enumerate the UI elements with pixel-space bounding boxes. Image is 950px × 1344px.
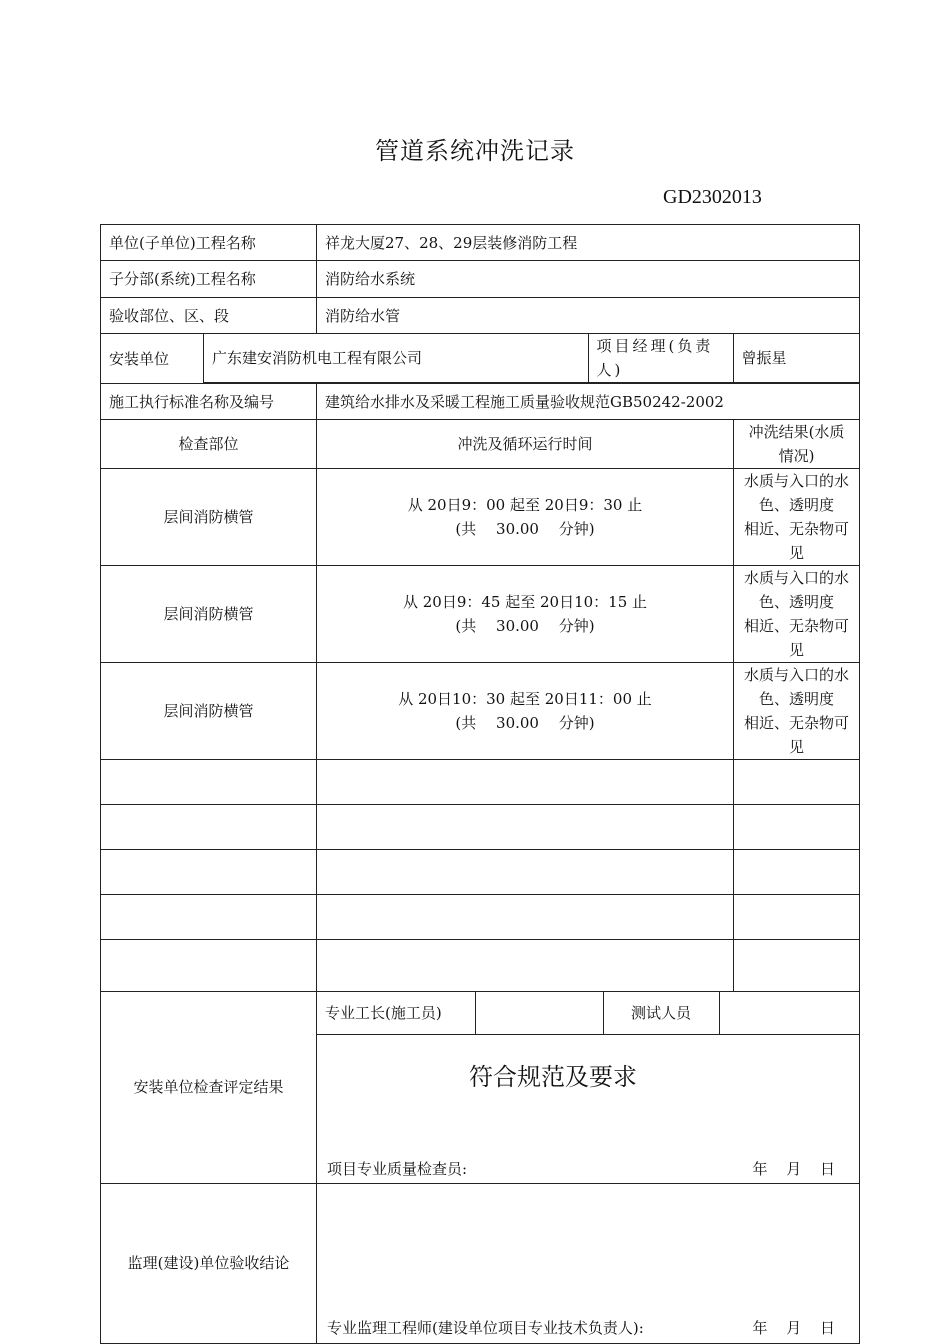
inspection-subtable [317, 992, 859, 1183]
empty-cell [734, 760, 860, 805]
empty-cell [101, 895, 317, 940]
tester-label: 测试人员 [603, 992, 719, 1034]
area-row [101, 298, 860, 334]
row-time-range: 从 20日9：45 起至 20日10：15 止 [402, 593, 648, 611]
empty-cell [101, 760, 317, 805]
supervision-date: 年 月 日 [752, 1318, 836, 1337]
row-time [317, 663, 734, 760]
row-result [734, 469, 860, 566]
row-time [317, 566, 734, 663]
inspection-conclusion-cell [317, 1034, 859, 1183]
installer-subtable [204, 334, 859, 383]
row-location: 层间消防横管 [101, 663, 317, 760]
installer-value: 广东建安消防机电工程有限公司 [204, 334, 588, 383]
empty-cell [734, 850, 860, 895]
empty-row [101, 805, 860, 850]
row-result-line2: 相近、无杂物可见 [744, 617, 850, 659]
table-row [101, 663, 860, 760]
row-time-range: 从 20日9：00 起至 20日9：30 止 [407, 496, 643, 514]
empty-row [101, 940, 860, 992]
empty-row [101, 895, 860, 940]
empty-cell [734, 940, 860, 992]
inspection-detail [317, 992, 860, 1184]
row-time-total: (共 30.00 分钟) [455, 617, 595, 635]
document-number: GD2302013 [663, 186, 762, 208]
empty-cell [317, 760, 734, 805]
empty-cell [101, 850, 317, 895]
page-title: 管道系统冲洗记录 [375, 137, 575, 165]
empty-cell [734, 895, 860, 940]
standard-value: 建筑给水排水及采暖工程施工质量验收规范GB50242-2002 [317, 384, 860, 420]
row-result [734, 566, 860, 663]
empty-cell [101, 805, 317, 850]
installer-detail [204, 334, 860, 384]
empty-row [101, 760, 860, 805]
project-value: 祥龙大厦27、28、29层装修消防工程 [317, 225, 860, 261]
inspection-conclusion: 符合规范及要求 [469, 1062, 637, 1091]
row-location: 层间消防横管 [101, 469, 317, 566]
empty-cell [101, 940, 317, 992]
empty-cell [317, 940, 734, 992]
standard-label: 施工执行标准名称及编号 [101, 384, 317, 420]
inspection-label: 安装单位检查评定结果 [101, 992, 317, 1184]
empty-cell [317, 850, 734, 895]
subsystem-value: 消防给水系统 [317, 261, 860, 298]
inspection-date: 年 月 日 [752, 1159, 836, 1178]
column-header-time: 冲洗及循环运行时间 [317, 420, 734, 469]
column-header-result: 冲洗结果(水质情况) [734, 420, 860, 469]
column-header-row [101, 420, 860, 469]
row-time-range: 从 20日10：30 起至 20日11：00 止 [398, 690, 652, 708]
inspection-section [101, 992, 860, 1184]
row-location: 层间消防横管 [101, 566, 317, 663]
tester-signature [719, 992, 859, 1034]
row-time [317, 469, 734, 566]
quality-inspector-label: 项目专业质量检查员: [327, 1159, 468, 1178]
area-label: 验收部位、区、段 [101, 298, 317, 334]
row-result-line1: 水质与入口的水色、透明度 [744, 569, 850, 611]
foreman-signature [475, 992, 603, 1034]
project-row [101, 225, 860, 261]
supervision-label: 监理(建设)单位验收结论 [101, 1183, 317, 1343]
table-row [101, 469, 860, 566]
row-time-total: (共 30.00 分钟) [455, 714, 595, 732]
row-time-total: (共 30.00 分钟) [455, 520, 595, 538]
manager-value: 曾振星 [733, 334, 859, 383]
empty-cell [734, 805, 860, 850]
installer-row [101, 334, 860, 384]
empty-cell [317, 805, 734, 850]
empty-row [101, 850, 860, 895]
supervision-detail [317, 1183, 860, 1343]
manager-label: 项目经理(负责人) [588, 334, 733, 383]
installer-label: 安装单位 [101, 334, 204, 384]
empty-cell [317, 895, 734, 940]
table-row [101, 566, 860, 663]
column-header-location: 检查部位 [101, 420, 317, 469]
foreman-label: 专业工长(施工员) [317, 992, 475, 1034]
standard-row [101, 384, 860, 420]
row-result-line1: 水质与入口的水色、透明度 [744, 666, 850, 708]
subsystem-label: 子分部(系统)工程名称 [101, 261, 317, 298]
area-value: 消防给水管 [317, 298, 860, 334]
flush-record-table [100, 224, 860, 1344]
project-label: 单位(子单位)工程名称 [101, 225, 317, 261]
row-result-line2: 相近、无杂物可见 [744, 520, 850, 562]
row-result [734, 663, 860, 760]
supervision-section [101, 1183, 860, 1343]
row-result-line2: 相近、无杂物可见 [744, 714, 850, 756]
supervisor-signer-label: 专业监理工程师(建设单位项目专业技术负责人): [327, 1318, 644, 1337]
subsystem-row [101, 261, 860, 298]
row-result-line1: 水质与入口的水色、透明度 [744, 472, 850, 514]
